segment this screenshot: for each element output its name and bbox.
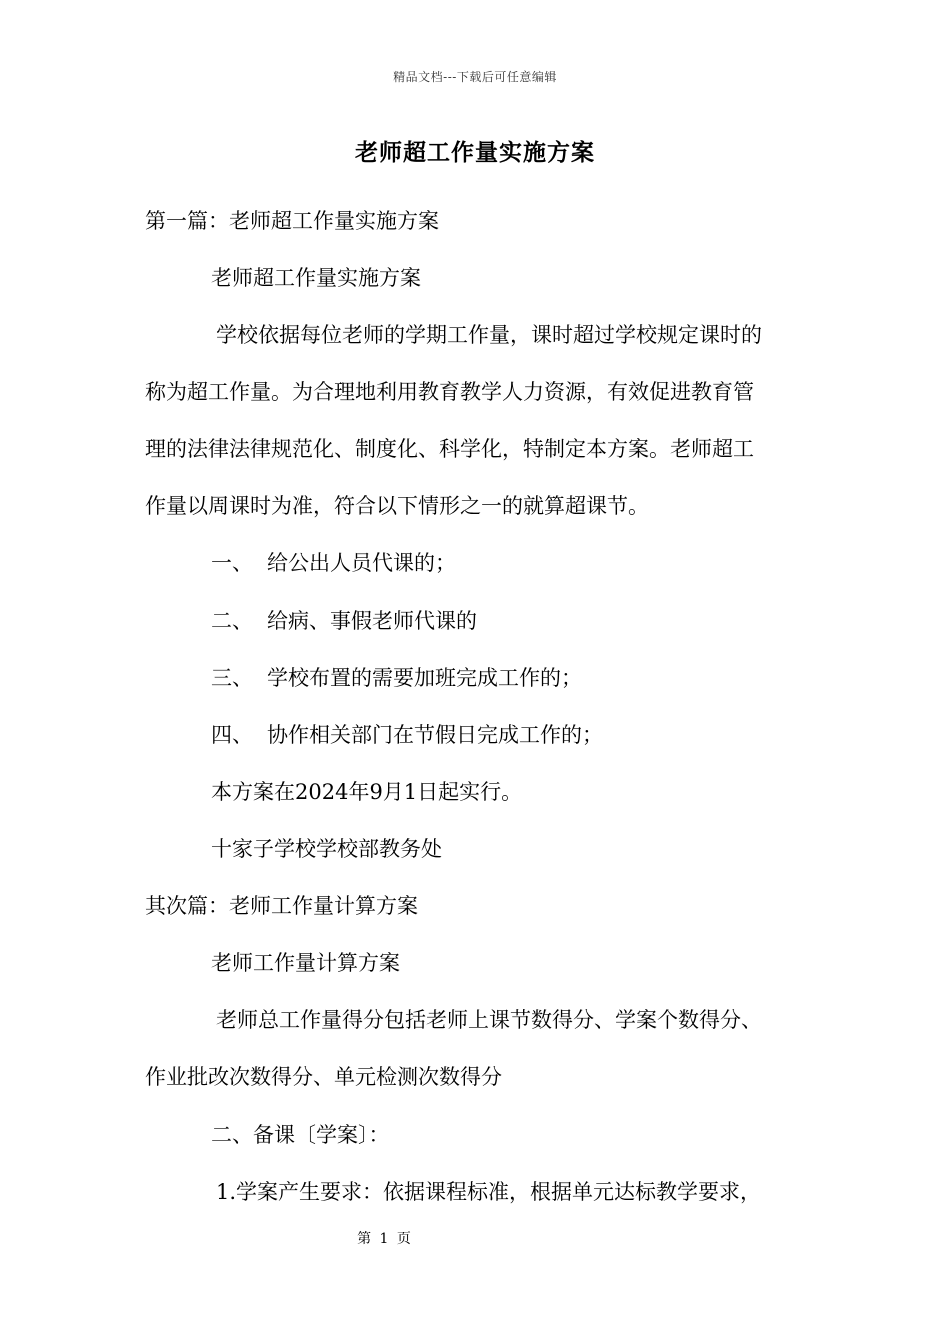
- list-item: [211, 548, 810, 578]
- section1-paragraph-line: 学校依据每位老师的学期工作量，课时超过学校规定课时的: [216, 323, 762, 347]
- section2-item-2-1: 1.学案产生要求：依据课程标准，根据单元达标教学要求，: [216, 1180, 762, 1204]
- header-note: 精品文档---下载后可任意编辑: [393, 70, 557, 84]
- section2-item-2: 二、备课〔学案〕：: [211, 1123, 390, 1147]
- section1-paragraph-line: 称为超工作量。为合理地利用教育教学人力资源，有效促进教育管: [145, 380, 754, 404]
- page-number: 第 1 页: [357, 1231, 413, 1247]
- list-item: [211, 720, 810, 750]
- list-item-number: 四、: [211, 723, 253, 747]
- list-item: [211, 606, 810, 636]
- section1-paragraph-line: 作量以周课时为准，符合以下情形之一的就算超课节。: [145, 494, 649, 518]
- section2-subheading: 老师工作量计算方案: [211, 951, 400, 975]
- section1-heading: 第一篇：老师超工作量实施方案: [145, 209, 439, 233]
- list-item-text: 给病、事假老师代课的: [267, 609, 477, 633]
- signature: 十家子学校学校部教务处: [211, 837, 442, 861]
- list-item: [211, 663, 810, 693]
- section2-heading: 其次篇：老师工作量计算方案: [145, 894, 418, 918]
- list-item-text: 学校布置的需要加班完成工作的；: [267, 666, 582, 690]
- list-item-number: 三、: [211, 666, 253, 690]
- effective-date: 本方案在2024年9月1日起实行。: [211, 780, 523, 804]
- list-item-text: 协作相关部门在节假日完成工作的；: [267, 723, 603, 747]
- document-title: 老师超工作量实施方案: [355, 139, 595, 166]
- list-item-number: 二、: [211, 609, 253, 633]
- section2-paragraph-line: 老师总工作量得分包括老师上课节数得分、学案个数得分、: [216, 1008, 762, 1032]
- section1-subheading: 老师超工作量实施方案: [211, 266, 421, 290]
- list-item-number: 一、: [211, 551, 253, 575]
- section2-paragraph-line: 作业批改次数得分、单元检测次数得分: [145, 1065, 502, 1089]
- list-item-text: 给公出人员代课的；: [267, 551, 456, 575]
- section1-paragraph-line: 理的法律法律规范化、制度化、科学化，特制定本方案。老师超工: [145, 437, 754, 461]
